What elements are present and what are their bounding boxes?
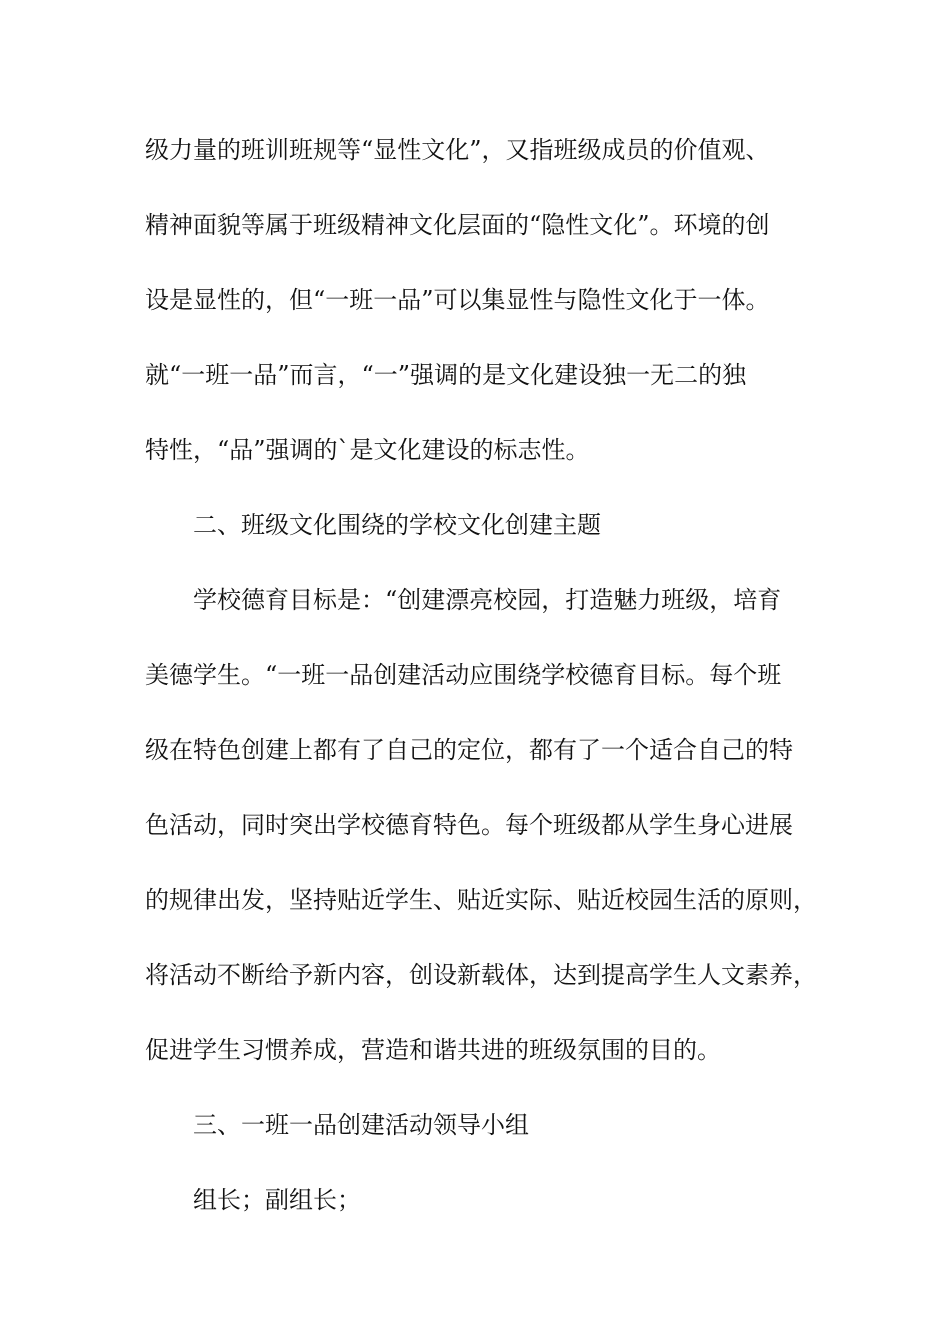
paragraph-line: 级力量的班训班规等“显性文化”，又指班级成员的价值观、 xyxy=(145,136,770,164)
paragraph-line: 就“一班一品”而言，“一”强调的是文化建设独一无二的独 xyxy=(145,361,747,389)
paragraph-line: 的规律出发，坚持贴近学生、贴近实际、贴近校园生活的原则， xyxy=(145,886,817,914)
paragraph-line: 学校德育目标是：“创建漂亮校园，打造魅力班级，培育 xyxy=(193,586,782,614)
section-heading-3: 三、一班一品创建活动领导小组 xyxy=(193,1111,529,1139)
paragraph-line: 将活动不断给予新内容，创设新载体，达到提高学生人文素养， xyxy=(145,961,817,989)
paragraph-line: 设是显性的，但“一班一品”可以集显性与隐性文化于一体。 xyxy=(145,286,770,314)
paragraph-line: 特性，“品”强调的`是文化建设的标志性。 xyxy=(145,436,590,464)
paragraph-line: 级在特色创建上都有了自己的定位，都有了一个适合自己的特 xyxy=(145,736,793,764)
section-heading-2: 二、班级文化围绕的学校文化创建主题 xyxy=(193,511,601,539)
paragraph-line: 色活动，同时突出学校德育特色。每个班级都从学生身心进展 xyxy=(145,811,793,839)
paragraph-line: 促进学生习惯养成，营造和谐共进的班级氛围的目的。 xyxy=(145,1036,721,1064)
leader-roles-line: 组长；副组长； xyxy=(193,1186,361,1214)
paragraph-line: 美德学生。“一班一品创建活动应围绕学校德育目标。每个班 xyxy=(145,661,782,689)
paragraph-line: 精神面貌等属于班级精神文化层面的“隐性文化”。环境的创 xyxy=(145,211,770,239)
